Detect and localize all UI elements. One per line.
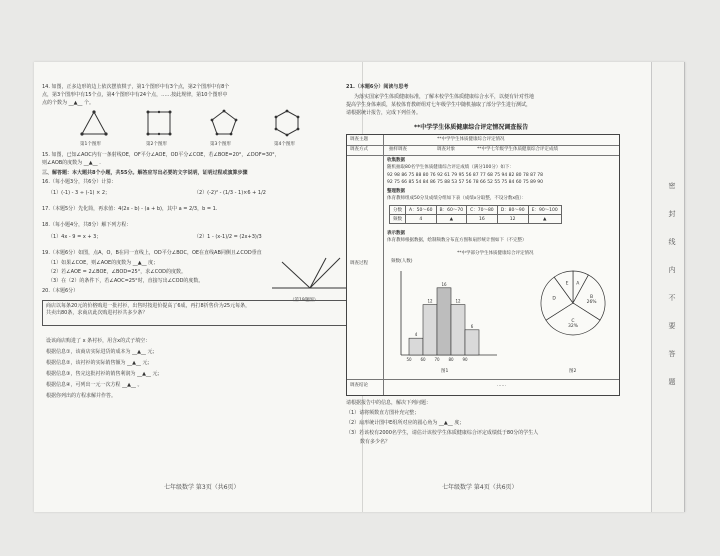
section3-heading: 三、解答题：本大题共8个小题，共55分。解答应写出必要的文字说明，证明过程或演算步骤 <box>42 170 248 176</box>
q17: 17.（本题5分）先化简，再求值：4(2x - b) - (a + b)，其中 a = 2/3，b = 1. <box>42 206 218 212</box>
q19-figure-caption: （第19题图） <box>290 298 319 303</box>
pie-caption: 图2 <box>569 369 577 374</box>
q18-heading: 18.（每小题4分，共8分）解下列方程： <box>42 222 132 228</box>
q20-tail3: 根据信息②，该衬衫的实际销售额为 __▲__ 元； <box>46 360 153 366</box>
binding-char: 线 <box>668 238 676 245</box>
hist-x-tick: 80 <box>448 357 454 362</box>
collect-text: 随机抽取80名学生体质健康综合评定成绩（满分100分）如下： <box>387 165 514 170</box>
q20-heading: 20.（本题6分） <box>42 288 79 294</box>
table-header-cell: C：70～80 <box>467 206 498 215</box>
q19-heading: 19.（本题6分）如图，点A，O，B在同一直线上，OD平分∠BOC，OE在直线AB同侧且∠COD垂直 <box>42 250 262 256</box>
table-header-cell: B：60～70 <box>436 206 467 215</box>
hist-bar <box>423 305 437 355</box>
hist-x-tick: 60 <box>420 357 426 362</box>
q21-question3-cont: 数有多少名？ <box>360 439 391 445</box>
hist-bar <box>465 330 479 355</box>
q16-heading: 16.（每小题3分，共6分）计算： <box>42 179 117 185</box>
frequency-histogram <box>387 255 507 365</box>
right-footer: 七年级数学 第4页（共6页） <box>442 484 518 491</box>
pie-chart <box>533 263 623 353</box>
q18-part2: （2）1 - (x-1)/2 = (2x+3)/3 <box>194 234 262 240</box>
hist-bar-label: 6 <box>470 323 474 329</box>
sub-organize: 整理数据 <box>387 189 405 194</box>
q20-box-line1: 商店以每条20元的价格购进一批衬衫，出售时按进价提高了6成，再打8折售价为25元每条， <box>46 303 251 309</box>
hist-x-tick: 90 <box>462 357 468 362</box>
report-process-label: 调查过程 <box>350 261 368 266</box>
binding-strip <box>651 62 684 512</box>
q19-part1: （1）如果∠COE，则∠AOE的度数为 __▲__ 度； <box>48 260 159 266</box>
pie-slice-label: D <box>552 296 556 302</box>
describe-text: 体育教师根据数据，绘制频数分布直方图和扇形统计图如下（不完整） <box>387 238 527 243</box>
binding-char: 题 <box>668 378 676 385</box>
report-method-value: 抽样调查 <box>389 147 407 152</box>
q14-line2: 点，第3个图形中有15个点，第4个图形中有24个点，……按此规律，第10个图形中 <box>42 92 228 98</box>
conclusion-value: …… <box>497 383 506 388</box>
report-table <box>346 134 620 396</box>
q20-tail6: 根据你列出的方程求解并作答。 <box>46 393 117 399</box>
binding-char: 要 <box>668 322 676 329</box>
q14-line3: 点的个数为 __▲__ 个。 <box>42 100 95 106</box>
q20-tail4: 根据信息③，售完这批衬衫的销售利润为 __▲__ 元； <box>46 371 163 377</box>
table-cell: 12 <box>497 215 528 224</box>
organize-text: 体育教师组成50分及成绩分组如下表（成绩x分取整，不设分数x值）： <box>387 196 527 201</box>
hist-bar <box>437 288 451 355</box>
q15-line2: 则∠AOB的度数为 __▲__ . <box>42 160 101 166</box>
hist-bar <box>409 338 423 355</box>
table-cell: ▲ <box>528 215 561 224</box>
table-cell: 16 <box>467 215 498 224</box>
report-title-label: 调查主题 <box>350 137 368 142</box>
table-header-cell: E：90～100 <box>528 206 561 215</box>
q21-question-intro: 请根据报告中的信息，解决下列问题： <box>346 400 432 406</box>
q20-tail5: 根据信息④，可列出一元一次方程 __▲__ 。 <box>46 382 143 388</box>
q21-question1: （1）请将频数直方图补充完整； <box>346 410 420 416</box>
data-row-1: 92 98 86 75 88 80 76 92 61 79 95 56 87 77 68 75 94 82 80 78 87 78 <box>387 173 544 178</box>
binding-char: 答 <box>668 350 676 357</box>
conclusion-label: 调查结论 <box>350 383 368 388</box>
q20-tail1: 设该商店购进了 x 条衬衫，用含x的式子填空： <box>46 338 151 344</box>
table-row <box>390 215 562 224</box>
table-header-cell: 分数 <box>390 206 406 215</box>
frequency-table <box>389 205 562 224</box>
data-row-2: 92 75 66 85 54 84 86 75 88 53 57 56 78 66 52 55 75 84 60 75 89 90 <box>387 180 544 185</box>
sub-collect: 收集数据 <box>387 158 405 163</box>
q16-part2: （2）(-2)² - (1/3 - 1)×6 + 1/2 <box>194 190 266 196</box>
binding-char: 密 <box>668 182 676 189</box>
hist-x-tick: 70 <box>434 357 440 362</box>
report-title-value: **中学学生体质健康综合评定情况 <box>437 137 505 142</box>
binding-char: 不 <box>668 294 676 301</box>
report-object-value: **中学七年级学生体质健康综合评定成绩 <box>477 147 558 152</box>
pie-slice-label: B <box>590 295 594 301</box>
table-cell: 4 <box>406 215 437 224</box>
hist-bar-label: 12 <box>455 298 461 304</box>
report-method-label: 调查方式 <box>350 147 368 152</box>
q18-part1: （1）4x - 9 = x + 3； <box>48 234 102 240</box>
fig-label-1: 第1个图形 <box>80 142 101 147</box>
q21-intro2: 提高学生身体素质，某校体育教研组对七年级学生中随机抽取了部分学生进行测试， <box>346 102 532 108</box>
q14-line1: 14. 如图，正多边形的边上依次摆放棋子，第1个图形中有3个点，第2个图形中有8个 <box>42 84 230 90</box>
q21-intro3: 请根据统计报告，完成下列任务。 <box>346 110 422 116</box>
left-footer: 七年级数学 第3页（共6页） <box>164 484 240 491</box>
hist-bar-label: 12 <box>427 298 433 304</box>
q21-question3: （3）若该校有2000名学生，请估计该校学生体质健康综合评定成绩低于80分的学生人 <box>346 430 539 436</box>
q15-line1: 15. 如图，已知∠AOC内有一条射线OE，OF平分∠AOE，OD平分∠COE，若∠BOE=20°，∠DOF=30°， <box>42 152 280 158</box>
q14-polygon-figures <box>74 108 334 148</box>
pie-slice-percent: 26% <box>586 300 597 306</box>
hist-bar <box>451 305 465 355</box>
pie-slice-label: A <box>576 281 580 287</box>
hist-ylabel: 频数(人数) <box>391 259 413 264</box>
report-title: **中学学生体质健康综合评定情况调查报告 <box>414 124 529 131</box>
table-cell: ▲ <box>436 215 467 224</box>
q21-question2: （2）扇形统计图中E组所对应的圆心角为 __▲__ 度； <box>346 420 465 426</box>
hist-x-tick: 50 <box>406 357 412 362</box>
q21-intro1: 为落实国家学生体质健康标准，了解本校学生体质健康综合水平，以便有针对性地 <box>354 94 535 100</box>
pie-slice-label: E <box>565 281 569 287</box>
fig-label-2: 第2个图形 <box>146 142 167 147</box>
q20-box-line2: 共卖出80条，求商店此次购进衬衫共多少条？ <box>46 310 148 316</box>
q19-angle-figure <box>270 254 350 298</box>
chart-title: **中学部分学生体质健康综合评定情况 <box>457 251 534 256</box>
table-header-cell: A：50～60 <box>406 206 437 215</box>
q19-part3: （3）在（2）的条件下，若∠AOC=25°时，直接写出∠COD的度数。 <box>48 278 204 284</box>
q20-tail2: 根据信息①，该商店实际进货的成本为 __▲__ 元； <box>46 349 158 355</box>
report-object-label: 调查对象 <box>437 147 455 152</box>
binding-char: 内 <box>668 266 676 273</box>
pie-slice-percent: 32% <box>567 324 579 330</box>
fig-label-4: 第4个图形 <box>274 142 295 147</box>
hist-bar-label: 16 <box>441 281 447 287</box>
scanned-exam-sheet <box>34 62 685 512</box>
fig-label-3: 第3个图形 <box>210 142 231 147</box>
q21-heading: 21.（本题6分）阅读与思考 <box>346 84 409 90</box>
binding-char: 封 <box>668 210 676 217</box>
table-row <box>390 206 562 215</box>
hist-caption: 图1 <box>441 369 449 374</box>
q19-part2: （2）若∠AOE = 2∠BOE，∠BOD=25°，求∠COD的度数。 <box>48 269 186 275</box>
q20-problem-box <box>42 300 350 326</box>
table-header-cell: D：80～90 <box>497 206 528 215</box>
table-cell: 频数 <box>390 215 406 224</box>
q16-part1: （1）(-1) - 3 ÷ (-1) × 2； <box>48 190 111 196</box>
sub-describe: 表示数据 <box>387 231 405 236</box>
pie-slice-label: C <box>571 319 575 325</box>
hist-bar-label: 4 <box>414 332 418 338</box>
